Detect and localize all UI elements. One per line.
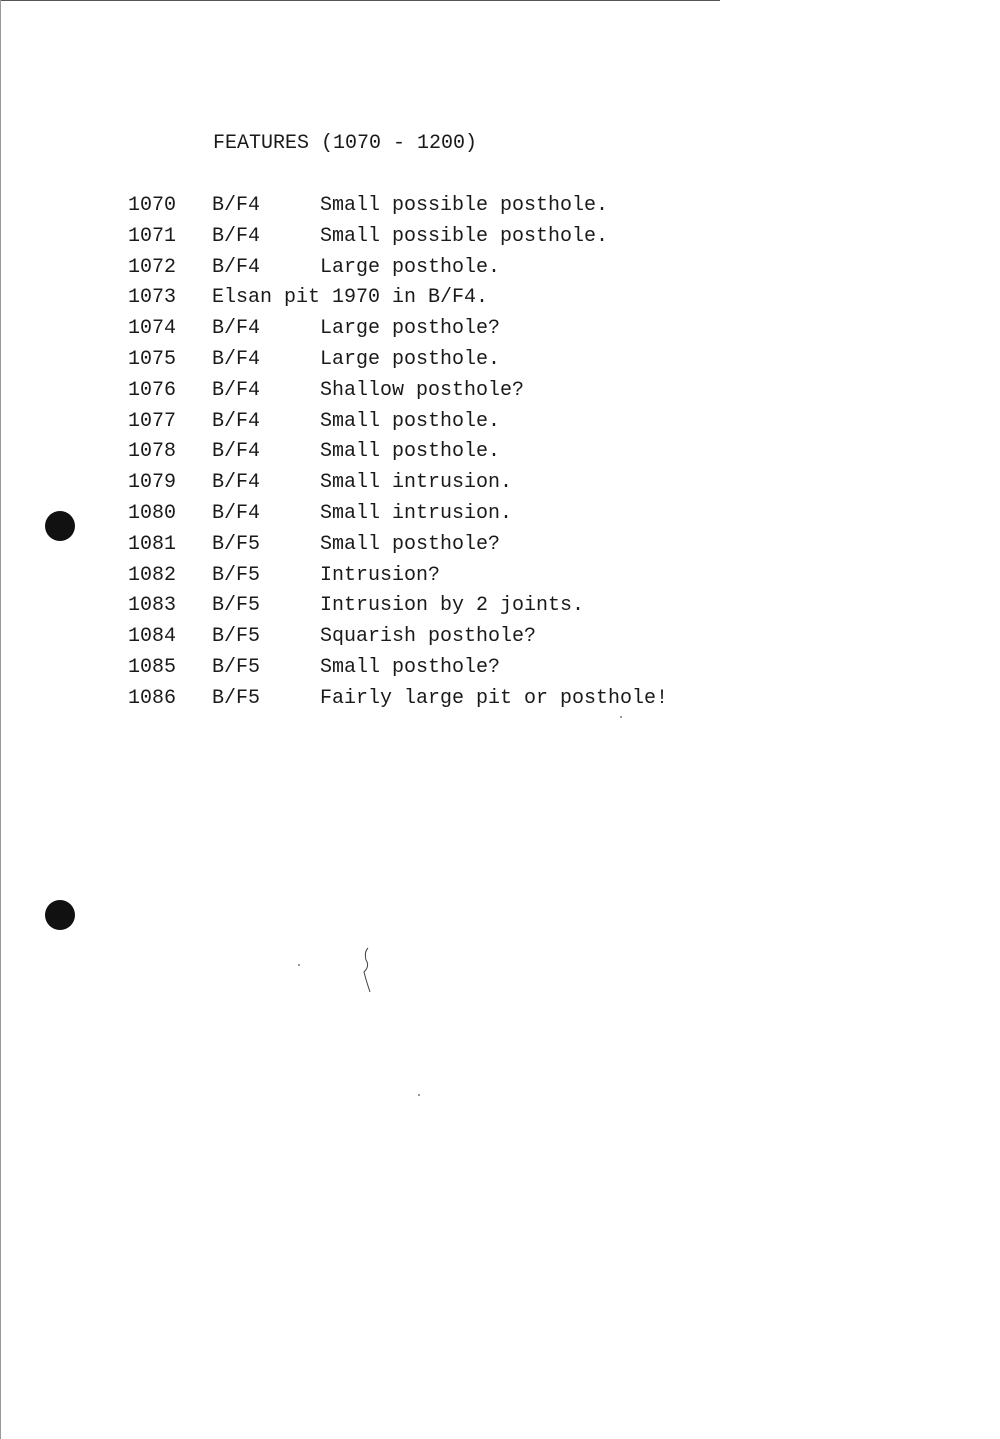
feature-number: 1084 <box>128 625 177 649</box>
feature-number: 1077 <box>128 409 177 433</box>
feature-description: Small possible posthole. <box>320 224 609 248</box>
feature-description: Small possible posthole. <box>320 194 609 217</box>
feature-number: 1070 <box>128 194 177 217</box>
feature-location: B/F4 <box>212 409 261 433</box>
feature-location: B/F4 <box>212 348 261 371</box>
feature-description: Large posthole. <box>320 255 501 279</box>
feature-description: Small posthole? <box>320 532 501 556</box>
feature-description: Intrusion? <box>320 563 441 587</box>
feature-location: B/F4 <box>212 440 261 464</box>
feature-description: Small posthole? <box>320 656 501 679</box>
feature-number: 1083 <box>128 594 177 618</box>
feature-location: B/F5 <box>212 625 261 649</box>
speck <box>418 1094 420 1096</box>
feature-description: Small posthole. <box>320 409 501 433</box>
feature-location: B/F4 <box>212 471 261 495</box>
feature-description: Intrusion by 2 joints. <box>320 594 585 618</box>
feature-description: Large posthole? <box>320 317 501 341</box>
feature-description: Fairly large pit or posthole! <box>320 686 669 710</box>
feature-number: 1082 <box>128 563 177 587</box>
feature-number: 1080 <box>128 502 177 525</box>
feature-location: B/F5 <box>212 532 261 556</box>
feature-number: 1073 <box>128 286 177 310</box>
feature-number: 1076 <box>128 378 177 402</box>
feature-number: 1081 <box>128 532 177 556</box>
feature-description: Small intrusion. <box>320 502 513 525</box>
feature-location: B/F4 <box>212 224 261 248</box>
feature-location: B/F4 <box>212 194 261 217</box>
speck <box>620 716 622 718</box>
feature-location: B/F4 <box>212 255 261 279</box>
feature-number: 1078 <box>128 440 177 464</box>
feature-number: 1085 <box>128 656 177 679</box>
feature-number: 1074 <box>128 317 177 341</box>
pen-mark <box>360 946 380 996</box>
feature-description: Large posthole. <box>320 348 501 371</box>
page-edge <box>0 0 1 1439</box>
feature-number: 1075 <box>128 348 177 371</box>
feature-description: Shallow posthole? <box>320 378 525 402</box>
feature-location: B/F4 <box>212 502 261 525</box>
feature-location: B/F5 <box>212 686 261 710</box>
feature-description: Squarish posthole? <box>320 625 537 649</box>
feature-number: 1079 <box>128 471 177 495</box>
punch-hole <box>45 900 75 930</box>
punch-hole <box>45 511 75 541</box>
page-title: FEATURES (1070 - 1200) <box>213 132 478 155</box>
feature-location: B/F4 <box>212 317 261 341</box>
feature-description: Elsan pit 1970 in B/F4. <box>212 286 489 310</box>
page-edge <box>0 0 720 1</box>
feature-number: 1071 <box>128 224 177 248</box>
feature-number: 1072 <box>128 255 177 279</box>
feature-location: B/F4 <box>212 378 261 402</box>
speck <box>298 964 300 966</box>
feature-description: Small intrusion. <box>320 471 513 495</box>
feature-location: B/F5 <box>212 563 261 587</box>
feature-description: Small posthole. <box>320 440 501 464</box>
feature-number: 1086 <box>128 686 177 710</box>
feature-location: B/F5 <box>212 594 261 618</box>
feature-location: B/F5 <box>212 656 261 679</box>
